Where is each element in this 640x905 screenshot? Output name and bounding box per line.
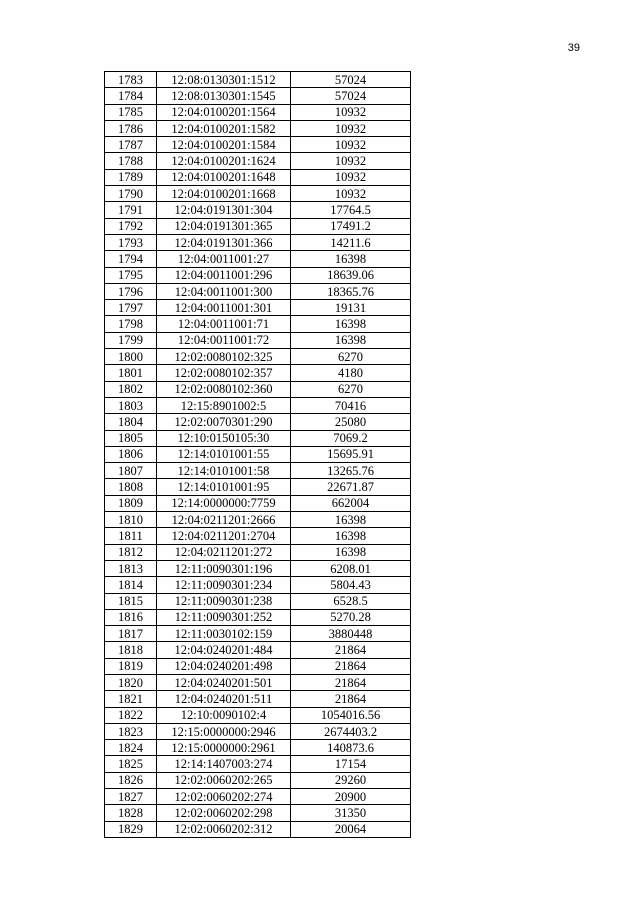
registry-table-body bbox=[105, 72, 411, 838]
table-row bbox=[105, 544, 411, 560]
row-number-cell: 1824 bbox=[105, 740, 157, 756]
table-row bbox=[105, 202, 411, 218]
row-number-cell: 1792 bbox=[105, 218, 157, 234]
table-row bbox=[105, 397, 411, 413]
table-row bbox=[105, 446, 411, 462]
cadastral-number-cell: 12:02:0080102:325 bbox=[157, 349, 291, 365]
value-cell: 19131 bbox=[291, 300, 411, 316]
table-row bbox=[105, 723, 411, 739]
cadastral-number-cell: 12:04:0100201:1582 bbox=[157, 120, 291, 136]
cadastral-number-cell: 12:02:0060202:265 bbox=[157, 772, 291, 788]
row-number-cell: 1815 bbox=[105, 593, 157, 609]
value-cell: 25080 bbox=[291, 414, 411, 430]
value-cell: 662004 bbox=[291, 495, 411, 511]
cadastral-number-cell: 12:02:0080102:360 bbox=[157, 381, 291, 397]
cadastral-number-cell: 12:04:0211201:2704 bbox=[157, 528, 291, 544]
row-number-cell: 1798 bbox=[105, 316, 157, 332]
registry-table bbox=[104, 71, 411, 838]
table-row bbox=[105, 674, 411, 690]
table-row bbox=[105, 512, 411, 528]
value-cell: 17491.2 bbox=[291, 218, 411, 234]
row-number-cell: 1829 bbox=[105, 821, 157, 837]
table-row bbox=[105, 495, 411, 511]
cadastral-number-cell: 12:11:0090301:196 bbox=[157, 560, 291, 576]
row-number-cell: 1789 bbox=[105, 169, 157, 185]
value-cell: 6528.5 bbox=[291, 593, 411, 609]
cadastral-number-cell: 12:04:0100201:1648 bbox=[157, 169, 291, 185]
cadastral-number-cell: 12:04:0100201:1624 bbox=[157, 153, 291, 169]
table-row bbox=[105, 349, 411, 365]
cadastral-number-cell: 12:04:0240201:498 bbox=[157, 658, 291, 674]
cadastral-number-cell: 12:14:0000000:7759 bbox=[157, 495, 291, 511]
row-number-cell: 1794 bbox=[105, 251, 157, 267]
cadastral-number-cell: 12:10:0150105:30 bbox=[157, 430, 291, 446]
value-cell: 16398 bbox=[291, 528, 411, 544]
row-number-cell: 1801 bbox=[105, 365, 157, 381]
row-number-cell: 1784 bbox=[105, 88, 157, 104]
cadastral-number-cell: 12:04:0100201:1564 bbox=[157, 104, 291, 120]
row-number-cell: 1807 bbox=[105, 463, 157, 479]
value-cell: 140873.6 bbox=[291, 740, 411, 756]
row-number-cell: 1786 bbox=[105, 120, 157, 136]
cadastral-number-cell: 12:08:0130301:1545 bbox=[157, 88, 291, 104]
cadastral-number-cell: 12:04:0240201:484 bbox=[157, 642, 291, 658]
table-row bbox=[105, 120, 411, 136]
row-number-cell: 1805 bbox=[105, 430, 157, 446]
value-cell: 22671.87 bbox=[291, 479, 411, 495]
cadastral-number-cell: 12:04:0211201:272 bbox=[157, 544, 291, 560]
value-cell: 4180 bbox=[291, 365, 411, 381]
table-row bbox=[105, 137, 411, 153]
row-number-cell: 1788 bbox=[105, 153, 157, 169]
value-cell: 15695.91 bbox=[291, 446, 411, 462]
table-row bbox=[105, 267, 411, 283]
value-cell: 6270 bbox=[291, 381, 411, 397]
row-number-cell: 1814 bbox=[105, 577, 157, 593]
cadastral-number-cell: 12:04:0191301:365 bbox=[157, 218, 291, 234]
cadastral-number-cell: 12:04:0191301:366 bbox=[157, 234, 291, 250]
row-number-cell: 1799 bbox=[105, 332, 157, 348]
row-number-cell: 1787 bbox=[105, 137, 157, 153]
value-cell: 21864 bbox=[291, 658, 411, 674]
value-cell: 20900 bbox=[291, 789, 411, 805]
value-cell: 5804.43 bbox=[291, 577, 411, 593]
table-row bbox=[105, 218, 411, 234]
cadastral-number-cell: 12:04:0011001:71 bbox=[157, 316, 291, 332]
row-number-cell: 1791 bbox=[105, 202, 157, 218]
table-row bbox=[105, 463, 411, 479]
table-row bbox=[105, 789, 411, 805]
cadastral-number-cell: 12:04:0240201:511 bbox=[157, 691, 291, 707]
table-row bbox=[105, 251, 411, 267]
cadastral-number-cell: 12:04:0100201:1668 bbox=[157, 186, 291, 202]
table-row bbox=[105, 740, 411, 756]
row-number-cell: 1827 bbox=[105, 789, 157, 805]
cadastral-number-cell: 12:11:0090301:252 bbox=[157, 609, 291, 625]
row-number-cell: 1808 bbox=[105, 479, 157, 495]
cadastral-number-cell: 12:14:0101001:95 bbox=[157, 479, 291, 495]
value-cell: 6270 bbox=[291, 349, 411, 365]
table-row bbox=[105, 560, 411, 576]
table-row bbox=[105, 707, 411, 723]
cadastral-number-cell: 12:15:0000000:2946 bbox=[157, 723, 291, 739]
row-number-cell: 1806 bbox=[105, 446, 157, 462]
table-row bbox=[105, 805, 411, 821]
table-row bbox=[105, 316, 411, 332]
value-cell: 16398 bbox=[291, 332, 411, 348]
cadastral-number-cell: 12:15:0000000:2961 bbox=[157, 740, 291, 756]
value-cell: 16398 bbox=[291, 512, 411, 528]
row-number-cell: 1804 bbox=[105, 414, 157, 430]
table-row bbox=[105, 430, 411, 446]
table-row bbox=[105, 658, 411, 674]
value-cell: 5270.28 bbox=[291, 609, 411, 625]
row-number-cell: 1828 bbox=[105, 805, 157, 821]
value-cell: 18639.06 bbox=[291, 267, 411, 283]
cadastral-number-cell: 12:02:0060202:298 bbox=[157, 805, 291, 821]
cadastral-number-cell: 12:02:0080102:357 bbox=[157, 365, 291, 381]
value-cell: 10932 bbox=[291, 120, 411, 136]
cadastral-number-cell: 12:04:0011001:300 bbox=[157, 283, 291, 299]
value-cell: 17154 bbox=[291, 756, 411, 772]
row-number-cell: 1802 bbox=[105, 381, 157, 397]
table-row bbox=[105, 104, 411, 120]
table-row bbox=[105, 821, 411, 837]
value-cell: 57024 bbox=[291, 88, 411, 104]
table-row bbox=[105, 283, 411, 299]
value-cell: 21864 bbox=[291, 691, 411, 707]
row-number-cell: 1783 bbox=[105, 72, 157, 88]
row-number-cell: 1820 bbox=[105, 674, 157, 690]
table-row bbox=[105, 772, 411, 788]
value-cell: 10932 bbox=[291, 169, 411, 185]
value-cell: 29260 bbox=[291, 772, 411, 788]
value-cell: 57024 bbox=[291, 72, 411, 88]
cadastral-number-cell: 12:02:0060202:312 bbox=[157, 821, 291, 837]
value-cell: 21864 bbox=[291, 674, 411, 690]
value-cell: 13265.76 bbox=[291, 463, 411, 479]
row-number-cell: 1823 bbox=[105, 723, 157, 739]
cadastral-number-cell: 12:04:0211201:2666 bbox=[157, 512, 291, 528]
row-number-cell: 1826 bbox=[105, 772, 157, 788]
cadastral-number-cell: 12:10:0090102:4 bbox=[157, 707, 291, 723]
cadastral-number-cell: 12:04:0011001:301 bbox=[157, 300, 291, 316]
cadastral-number-cell: 12:11:0090301:234 bbox=[157, 577, 291, 593]
cadastral-number-cell: 12:02:0070301:290 bbox=[157, 414, 291, 430]
cadastral-number-cell: 12:14:0101001:58 bbox=[157, 463, 291, 479]
value-cell: 21864 bbox=[291, 642, 411, 658]
value-cell: 17764.5 bbox=[291, 202, 411, 218]
row-number-cell: 1813 bbox=[105, 560, 157, 576]
row-number-cell: 1796 bbox=[105, 283, 157, 299]
row-number-cell: 1797 bbox=[105, 300, 157, 316]
table-row bbox=[105, 479, 411, 495]
cadastral-number-cell: 12:04:0011001:72 bbox=[157, 332, 291, 348]
value-cell: 2674403.2 bbox=[291, 723, 411, 739]
value-cell: 1054016.56 bbox=[291, 707, 411, 723]
cadastral-number-cell: 12:04:0100201:1584 bbox=[157, 137, 291, 153]
value-cell: 10932 bbox=[291, 153, 411, 169]
table-row bbox=[105, 528, 411, 544]
row-number-cell: 1793 bbox=[105, 234, 157, 250]
row-number-cell: 1800 bbox=[105, 349, 157, 365]
row-number-cell: 1818 bbox=[105, 642, 157, 658]
table-row bbox=[105, 72, 411, 88]
table-row bbox=[105, 577, 411, 593]
cadastral-number-cell: 12:04:0011001:27 bbox=[157, 251, 291, 267]
table-row bbox=[105, 381, 411, 397]
value-cell: 6208.01 bbox=[291, 560, 411, 576]
row-number-cell: 1822 bbox=[105, 707, 157, 723]
row-number-cell: 1816 bbox=[105, 609, 157, 625]
row-number-cell: 1790 bbox=[105, 186, 157, 202]
table-row bbox=[105, 691, 411, 707]
cadastral-number-cell: 12:04:0011001:296 bbox=[157, 267, 291, 283]
value-cell: 16398 bbox=[291, 251, 411, 267]
value-cell: 7069.2 bbox=[291, 430, 411, 446]
value-cell: 10932 bbox=[291, 137, 411, 153]
table-row bbox=[105, 365, 411, 381]
table-row bbox=[105, 593, 411, 609]
row-number-cell: 1803 bbox=[105, 397, 157, 413]
cadastral-number-cell: 12:02:0060202:274 bbox=[157, 789, 291, 805]
row-number-cell: 1817 bbox=[105, 626, 157, 642]
table-row bbox=[105, 642, 411, 658]
table-row bbox=[105, 414, 411, 430]
row-number-cell: 1811 bbox=[105, 528, 157, 544]
value-cell: 31350 bbox=[291, 805, 411, 821]
cadastral-number-cell: 12:08:0130301:1512 bbox=[157, 72, 291, 88]
value-cell: 10932 bbox=[291, 104, 411, 120]
table-row bbox=[105, 169, 411, 185]
table-row bbox=[105, 756, 411, 772]
row-number-cell: 1821 bbox=[105, 691, 157, 707]
row-number-cell: 1809 bbox=[105, 495, 157, 511]
table-row bbox=[105, 332, 411, 348]
cadastral-number-cell: 12:04:0191301:304 bbox=[157, 202, 291, 218]
value-cell: 10932 bbox=[291, 186, 411, 202]
cadastral-number-cell: 12:11:0090301:238 bbox=[157, 593, 291, 609]
page-number: 39 bbox=[567, 42, 580, 54]
table-row bbox=[105, 609, 411, 625]
value-cell: 16398 bbox=[291, 316, 411, 332]
value-cell: 70416 bbox=[291, 397, 411, 413]
value-cell: 3880448 bbox=[291, 626, 411, 642]
value-cell: 18365.76 bbox=[291, 283, 411, 299]
table-row bbox=[105, 234, 411, 250]
table-row bbox=[105, 626, 411, 642]
table-row bbox=[105, 88, 411, 104]
table-row bbox=[105, 153, 411, 169]
cadastral-number-cell: 12:15:8901002:5 bbox=[157, 397, 291, 413]
value-cell: 16398 bbox=[291, 544, 411, 560]
table-row bbox=[105, 186, 411, 202]
cadastral-number-cell: 12:14:0101001:55 bbox=[157, 446, 291, 462]
row-number-cell: 1819 bbox=[105, 658, 157, 674]
row-number-cell: 1825 bbox=[105, 756, 157, 772]
cadastral-number-cell: 12:11:0030102:159 bbox=[157, 626, 291, 642]
cadastral-number-cell: 12:14:1407003:274 bbox=[157, 756, 291, 772]
row-number-cell: 1795 bbox=[105, 267, 157, 283]
row-number-cell: 1810 bbox=[105, 512, 157, 528]
table-row bbox=[105, 300, 411, 316]
row-number-cell: 1812 bbox=[105, 544, 157, 560]
value-cell: 14211.6 bbox=[291, 234, 411, 250]
row-number-cell: 1785 bbox=[105, 104, 157, 120]
value-cell: 20064 bbox=[291, 821, 411, 837]
cadastral-number-cell: 12:04:0240201:501 bbox=[157, 674, 291, 690]
